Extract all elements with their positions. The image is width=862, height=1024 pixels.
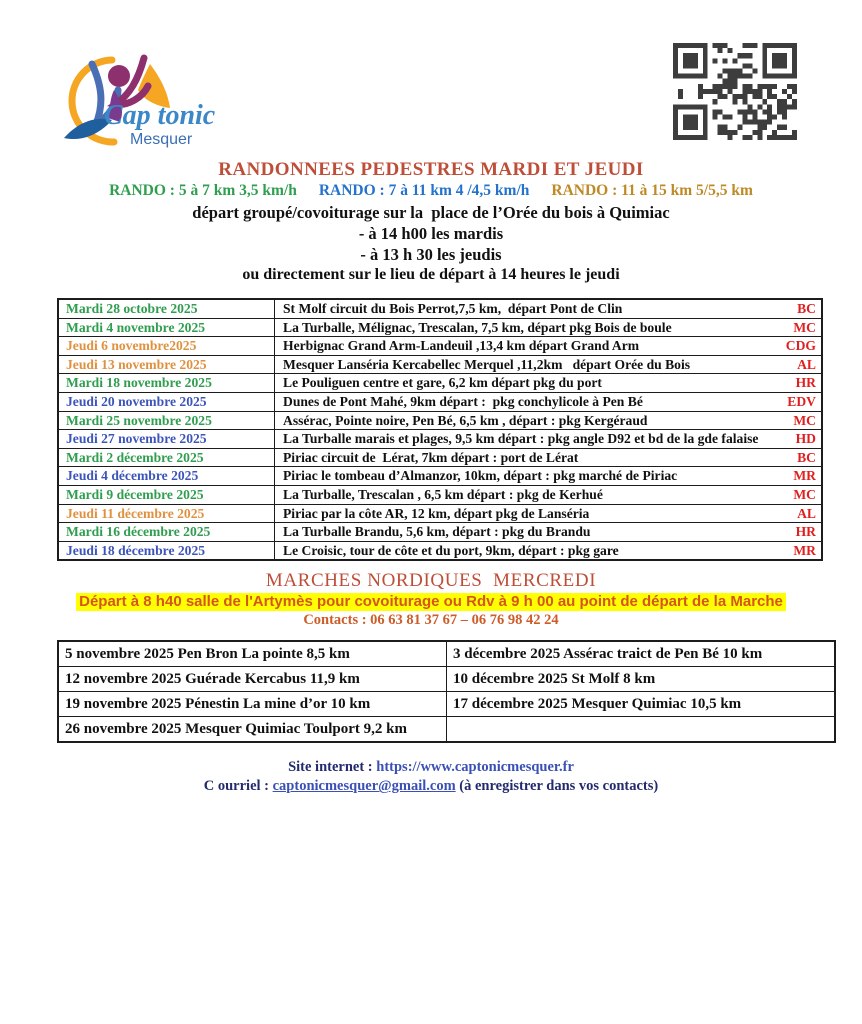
- meeting-point-line: départ groupé/covoiturage sur la place de l’Orée du bois à Quimiac: [192, 203, 670, 222]
- hike-schedule-table: [57, 298, 823, 561]
- hike-description-cell: [275, 430, 823, 449]
- rando-level-1: RANDO : 5 à 7 km 3,5 km/h: [109, 182, 297, 199]
- hike-date: Mardi 9 décembre 2025: [58, 485, 275, 504]
- hike-description: Piriac par la côte AR, 12 km, départ pkg de Lanséria: [283, 505, 590, 521]
- hike-date: Mardi 2 décembre 2025: [58, 448, 275, 467]
- hike-date: Jeudi 11 décembre 2025: [58, 504, 275, 523]
- table-row: [58, 667, 835, 692]
- hike-description: Mesquer Lanséria Kercabellec Merquel ,11,2km départ Orée du Bois: [283, 356, 691, 372]
- hike-description-cell: [275, 299, 823, 318]
- contacts-line: Contacts : 06 63 81 37 67 – 06 76 98 42 24: [303, 612, 559, 629]
- hike-description-cell: [275, 467, 823, 486]
- rando-levels-line: [0, 181, 862, 200]
- hike-description: Le Croisic, tour de côte et du port, 9km, départ : pkg gare: [283, 542, 619, 558]
- leader-code: BC: [797, 449, 816, 465]
- table-row: [58, 717, 835, 743]
- hike-description-cell: [275, 541, 823, 560]
- table-row: [58, 448, 822, 467]
- leader-code: MC: [793, 412, 816, 428]
- hike-description-cell: [275, 355, 823, 374]
- nordic-walk-left: 12 novembre 2025 Guérade Kercabus 11,9 km: [58, 667, 447, 692]
- table-row: [58, 692, 835, 717]
- hike-date: Mardi 28 octobre 2025: [58, 299, 275, 318]
- logo-brand-text: Cap tonic: [104, 100, 216, 131]
- website-link[interactable]: https://www.captonicmesquer.fr: [376, 759, 574, 776]
- departure-times: [0, 223, 862, 265]
- rando-level-2: RANDO : 7 à 11 km 4 /4,5 km/h: [318, 182, 530, 199]
- table-row: [58, 411, 822, 430]
- leader-code: HR: [795, 375, 816, 391]
- hike-description-cell: [275, 485, 823, 504]
- logo-city-text: Mesquer: [130, 131, 193, 148]
- nordic-highlight-line: [0, 593, 862, 611]
- nordic-walk-left: 5 novembre 2025 Pen Bron La pointe 8,5 km: [58, 641, 447, 667]
- hike-description: La Turballe marais et plages, 9,5 km départ : pkg angle D92 et bd de la gde falaise: [283, 431, 759, 447]
- table-row: [58, 392, 822, 411]
- hike-description: La Turballe Brandu, 5,6 km, départ : pkg du Brandu: [283, 524, 591, 540]
- website-line: [0, 758, 862, 777]
- hike-description: Piriac le tombeau d’Almanzor, 10km, départ : pkg marché de Piriac: [283, 468, 678, 484]
- hike-description-cell: [275, 392, 823, 411]
- hike-date: Mardi 18 novembre 2025: [58, 374, 275, 393]
- table-row: [58, 541, 822, 560]
- leader-code: AL: [797, 356, 816, 372]
- hike-description: Assérac, Pointe noire, Pen Bé, 6,5 km , départ : pkg Kergéraud: [283, 412, 648, 428]
- hike-date: Jeudi 4 décembre 2025: [58, 467, 275, 486]
- leader-code: MR: [793, 468, 816, 484]
- nordic-walk-right: 17 décembre 2025 Mesquer Quimiac 10,5 km: [447, 692, 836, 717]
- hike-description-cell: [275, 448, 823, 467]
- hike-date: Mardi 25 novembre 2025: [58, 411, 275, 430]
- leader-code: EDV: [787, 393, 816, 409]
- hike-description: La Turballe, Trescalan , 6,5 km départ : pkg de Kerhué: [283, 486, 603, 502]
- email-line: [0, 777, 862, 796]
- leader-code: AL: [797, 505, 816, 521]
- hike-description-cell: [275, 318, 823, 337]
- nordic-walk-right: 3 décembre 2025 Assérac traict de Pen Bé 10 km: [447, 641, 836, 667]
- email-link[interactable]: captonicmesquer@gmail.com: [272, 778, 456, 795]
- time-line-2: - à 13 h 30 les jeudis: [360, 245, 502, 264]
- hike-description: Piriac circuit de Lérat, 7km départ : port de Lérat: [283, 449, 579, 465]
- time-line-1: - à 14 h00 les mardis: [358, 224, 504, 243]
- nordic-section-title: MARCHES NORDIQUES MERCREDI: [265, 570, 597, 592]
- leader-code: BC: [797, 301, 816, 316]
- hike-description-cell: [275, 523, 823, 542]
- nordic-walk-right: [447, 717, 836, 743]
- hike-date: Jeudi 27 novembre 2025: [58, 430, 275, 449]
- email-suffix: (à enregistrer dans vos contacts): [459, 778, 659, 795]
- nordic-walk-left: 19 novembre 2025 Pénestin La mine d’or 10 km: [58, 692, 447, 717]
- hike-description-cell: [275, 411, 823, 430]
- nordic-walk-left: 26 novembre 2025 Mesquer Quimiac Toulport 9,2 km: [58, 717, 447, 743]
- hike-description-cell: [275, 504, 823, 523]
- leader-code: CDG: [785, 338, 816, 354]
- hike-date: Jeudi 20 novembre 2025: [58, 392, 275, 411]
- leader-code: HR: [795, 524, 816, 540]
- table-row: [58, 485, 822, 504]
- table-row: [58, 337, 822, 356]
- leader-code: MC: [793, 486, 816, 502]
- hike-date: Mardi 16 décembre 2025: [58, 523, 275, 542]
- hike-date: Mardi 4 novembre 2025: [58, 318, 275, 337]
- table-row: [58, 467, 822, 486]
- hike-description: Le Pouliguen centre et gare, 6,2 km départ pkg du port: [283, 375, 602, 391]
- nordic-walk-right: 10 décembre 2025 St Molf 8 km: [447, 667, 836, 692]
- hike-date: Jeudi 6 novembre2025: [58, 337, 275, 356]
- table-row: [58, 641, 835, 667]
- hike-description: Herbignac Grand Arm-Landeuil ,13,4 km départ Grand Arm: [283, 338, 640, 354]
- nordic-schedule-table: [57, 640, 836, 743]
- table-row: [58, 299, 822, 318]
- nordic-highlight-text: Départ à 8 h40 salle de l'Artymès pour covoiturage ou Rdv à 9 h 00 au point de départ de la Marche: [76, 593, 786, 611]
- table-row: [58, 430, 822, 449]
- website-label: Site internet :: [288, 759, 373, 776]
- leader-code: MC: [793, 319, 816, 335]
- footer: [0, 758, 862, 796]
- email-label: C ourriel :: [203, 778, 269, 795]
- leader-code: HD: [795, 431, 816, 447]
- leader-code: MR: [793, 542, 816, 558]
- hike-description-cell: [275, 374, 823, 393]
- page-title: RANDONNEES PEDESTRES MARDI ET JEUDI: [218, 159, 644, 180]
- table-row: [58, 523, 822, 542]
- rando-level-3: RANDO : 11 à 15 km 5/5,5 km: [551, 182, 753, 199]
- table-row: [58, 355, 822, 374]
- table-row: [58, 318, 822, 337]
- table-row: [58, 374, 822, 393]
- direct-departure-line: ou directement sur le lieu de départ à 14 heures le jeudi: [242, 266, 620, 283]
- hike-description-cell: [275, 337, 823, 356]
- hike-description: St Molf circuit du Bois Perrot,7,5 km, départ Pont de Clin: [283, 301, 623, 316]
- hike-date: Jeudi 13 novembre 2025: [58, 355, 275, 374]
- table-row: [58, 504, 822, 523]
- hike-description: Dunes de Pont Mahé, 9km départ : pkg conchylicole à Pen Bé: [283, 393, 643, 409]
- hike-date: Jeudi 18 décembre 2025: [58, 541, 275, 560]
- hike-description: La Turballe, Mélignac, Trescalan, 7,5 km, départ pkg Bois de boule: [283, 319, 672, 335]
